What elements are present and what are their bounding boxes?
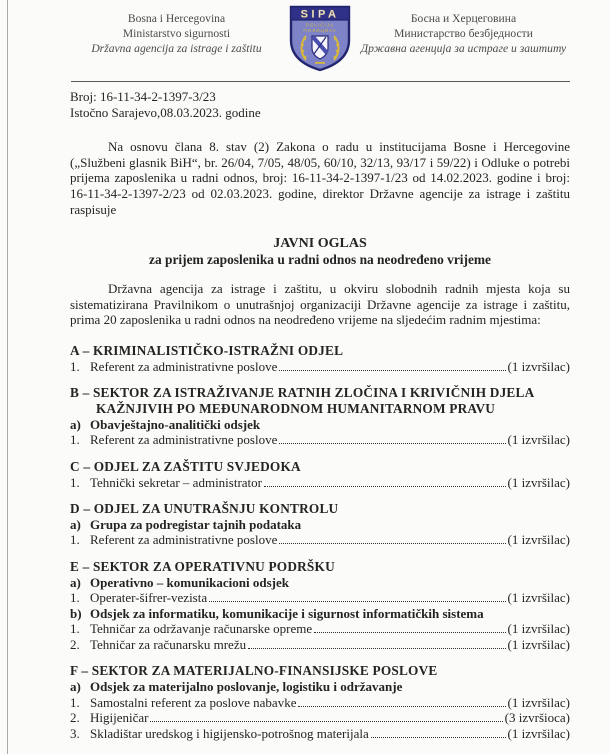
subsection-letter: a) xyxy=(70,679,81,695)
item-count: (1 izvršilac) xyxy=(507,532,570,548)
dotted-leader xyxy=(150,721,502,722)
item-number: 1. xyxy=(70,694,80,710)
subsection-letter: a) xyxy=(70,416,81,432)
dotted-leader xyxy=(371,737,506,738)
dotted-leader xyxy=(298,706,505,707)
document-meta xyxy=(70,89,570,120)
badge-policija-latin: POLICIJA xyxy=(305,22,335,28)
item-number: 3. xyxy=(70,725,80,741)
job-item xyxy=(70,710,570,726)
intro-paragraph: Državna agencija za istrage i zaštitu, u okviru slobodnih radnih mjesta koja su sistematizirana Pravilnikom o unutrašnjoj organizaciji Državne agencije za istrage i zaštitu, prima 20 zaposlenika u radni odnos na neodređeno vrijeme na sljedećim radnim mjestima: xyxy=(70,281,570,328)
document-title: JAVNI OGLAS xyxy=(273,236,367,252)
header-divider-line xyxy=(71,81,570,82)
subsection-letter: a) xyxy=(70,516,81,532)
subsection-heading xyxy=(70,679,570,695)
section-heading: B – SEKTOR ZA ISTRAŽIVANJE RATNIH ZLOČINA I KRIVIČNIH DJELA KAŽNJIVIH PO MEĐUNARODNOM HUMANITARNOM PRAVU xyxy=(70,385,534,417)
item-count: (1 izvršilac) xyxy=(507,636,570,652)
job-item xyxy=(70,726,570,742)
item-title: Skladištar uredskog i higijensko-potrošnog materijala xyxy=(90,725,369,741)
item-number: 1. xyxy=(70,432,80,448)
item-title: Higijeničar xyxy=(90,710,149,726)
section-a xyxy=(70,343,570,374)
section-heading: E – SEKTOR ZA OPERATIVNU PODRŠKU xyxy=(70,558,335,574)
dotted-leader xyxy=(264,486,506,487)
country-name-latin: Bosna i Hercegovina xyxy=(127,12,226,25)
section-c xyxy=(70,459,570,490)
item-count: (1 izvršilac) xyxy=(507,621,570,637)
job-item xyxy=(70,590,570,606)
header-right-cyrillic xyxy=(357,12,570,56)
job-item xyxy=(70,359,570,375)
dotted-leader xyxy=(209,601,505,602)
subsection-heading xyxy=(70,575,570,591)
item-number: 1. xyxy=(70,474,80,490)
dotted-leader xyxy=(279,543,505,544)
agency-name-latin: Državna agencija za istrage i zaštitu xyxy=(91,41,262,55)
section-heading: F – SEKTOR ZA MATERIJALNO-FINANSIJSKE POSLOVE xyxy=(70,663,438,679)
sipa-badge-icon xyxy=(285,4,355,72)
item-number: 2. xyxy=(70,710,80,726)
agency-header xyxy=(0,0,610,72)
agency-name-cyrillic: Државна агенција за истраге и заштиту xyxy=(360,41,567,55)
badge-policija-cyrillic: ПОЛИЦИЈА xyxy=(303,28,337,33)
section-f xyxy=(70,663,570,741)
scan-edge-line xyxy=(7,0,8,754)
item-title: Tehničar za računarsku mrežu xyxy=(90,636,247,652)
section-heading: A – KRIMINALISTIČKO-ISTRAŽNI ODJEL xyxy=(70,342,344,358)
header-left-latin xyxy=(70,12,283,56)
job-item xyxy=(70,432,570,448)
item-title: Tehnički sekretar – administrator xyxy=(90,474,263,490)
item-title: Operater-šifrer-vezista xyxy=(90,590,208,606)
legal-basis-paragraph: Na osnovu člana 8. stav (2) Zakona o radu u institucijama Bosne i Hercegovine („Službeni glasnik BiH“, br. 26/04, 7/05, 48/05, 60/10, 32/13, 93/17 i 59/22) i Odluke o potrebi prijema zaposlenika u radni odnos, broj: 16-11-34-2-1397-1/23 od 14.02.2023. godine i broj: 16-11-34-2-1397-2/23 od 02.03.2023. godine, direktor Državne agencije za istrage i zaštitu raspisuje xyxy=(70,139,570,217)
document-number: Broj: 16-11-34-2-1397-3/23 xyxy=(70,89,216,104)
subsection-title: Odsjek za informatiku, komunikacije i sigurnost informatičkih sistema xyxy=(90,605,484,621)
subsection-title: Odsjek za materijalno poslovanje, logistiku i održavanje xyxy=(90,679,403,695)
item-number: 1. xyxy=(70,621,80,637)
section-b xyxy=(70,385,570,448)
dotted-leader xyxy=(279,443,505,444)
item-title: Referent za administrativne poslove xyxy=(90,432,278,448)
item-number: 1. xyxy=(70,358,80,374)
item-title: Tehničar za održavanje računarske opreme xyxy=(90,621,313,637)
job-item xyxy=(70,637,570,653)
dotted-leader xyxy=(279,370,505,371)
subsection-heading xyxy=(70,517,570,533)
subsection-letter: b) xyxy=(70,605,82,621)
item-count: (1 izvršilac) xyxy=(507,590,570,606)
dotted-leader xyxy=(248,648,505,649)
job-item xyxy=(70,621,570,637)
place-and-date: Istočno Sarajevo,08.03.2023. godine xyxy=(70,104,261,120)
ministry-name-cyrillic: Министарство безбједности xyxy=(394,26,533,40)
job-item xyxy=(70,532,570,548)
item-count: (1 izvršilac) xyxy=(507,694,570,710)
item-title: Samostalni referent za poslove nabavke xyxy=(90,694,297,710)
item-count: (1 izvršilac) xyxy=(507,725,570,741)
item-title: Referent za administrativne poslove xyxy=(90,358,278,374)
subsection-heading xyxy=(70,417,570,433)
badge-acronym-text: SIPA xyxy=(300,8,340,21)
dotted-leader xyxy=(314,632,505,633)
badge-container xyxy=(283,4,357,72)
job-item xyxy=(70,475,570,491)
job-sections xyxy=(70,343,570,741)
section-d xyxy=(70,501,570,548)
title-block xyxy=(70,236,570,268)
item-number: 2. xyxy=(70,636,80,652)
subsection-letter: a) xyxy=(70,574,81,590)
country-name-cyrillic: Босна и Херцеговина xyxy=(410,12,517,25)
job-item xyxy=(70,695,570,711)
section-heading: D – ODJEL ZA UNUTRAŠNJU KONTROLU xyxy=(70,501,339,517)
section-heading: C – ODJEL ZA ZAŠTITU SVJEDOKA xyxy=(70,458,301,474)
subsection-title: Grupa za podregistar tajnih podataka xyxy=(90,516,302,532)
section-e xyxy=(70,559,570,652)
document-subtitle: za prijem zaposlenika u radni odnos na neodređeno vrijeme xyxy=(149,252,491,268)
item-count: (1 izvršilac) xyxy=(507,358,570,374)
item-title: Referent za administrativne poslove xyxy=(90,532,278,548)
subsection-title: Obavještajno-analitički odsjek xyxy=(90,416,261,432)
item-number: 1. xyxy=(70,590,80,606)
ministry-name-latin: Ministarstvo sigurnosti xyxy=(122,26,231,40)
subsection-title: Operativno – komunikacioni odsjek xyxy=(90,574,290,590)
subsection-heading xyxy=(70,606,570,622)
item-count: (1 izvršilac) xyxy=(507,474,570,490)
item-number: 1. xyxy=(70,532,80,548)
item-count: (1 izvršilac) xyxy=(507,432,570,448)
item-count: (3 izvršioca) xyxy=(504,710,570,726)
